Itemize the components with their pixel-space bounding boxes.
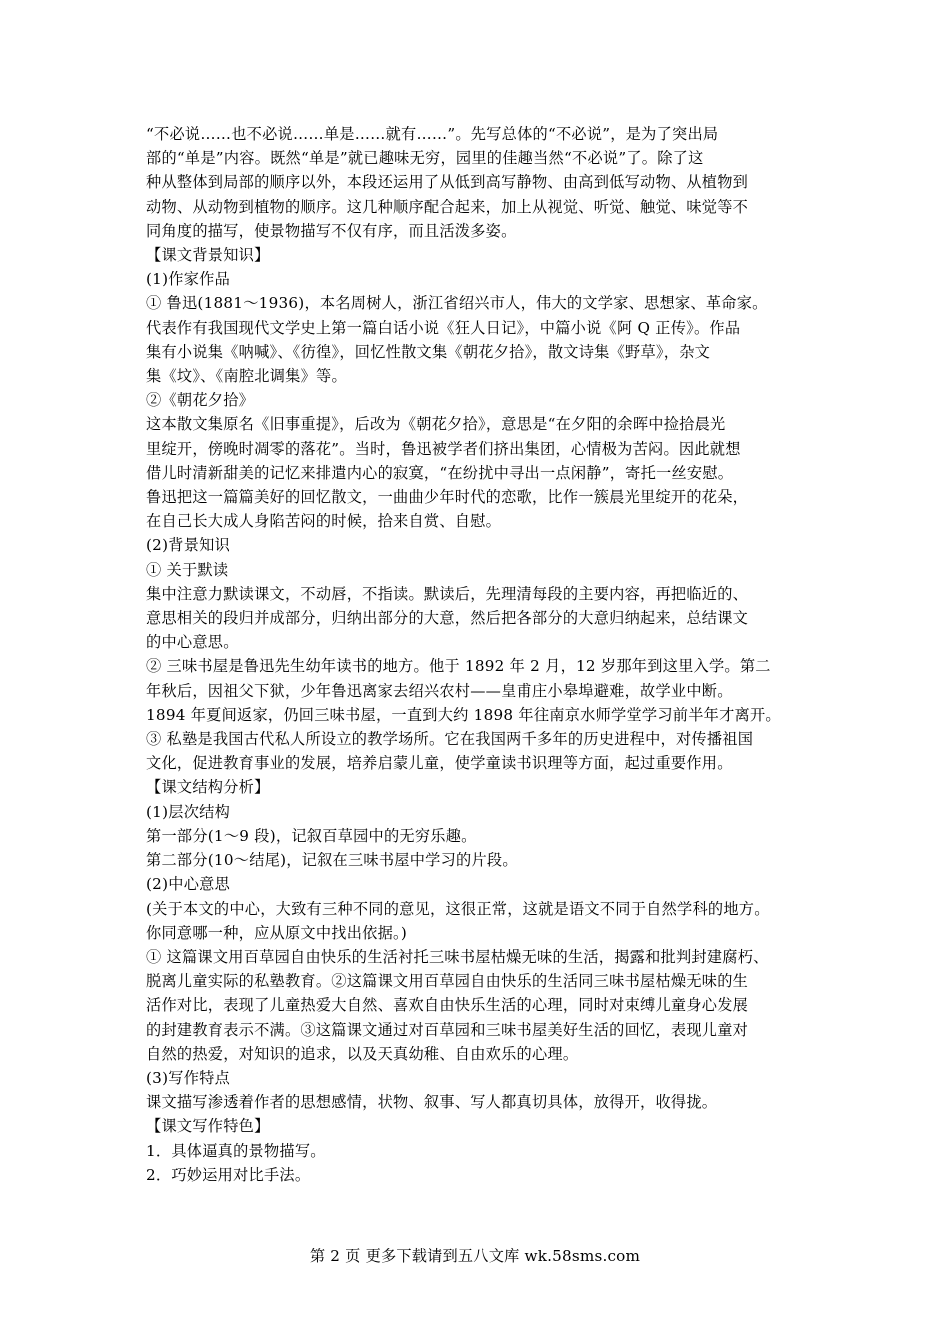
text-line: 1894 年夏间返家，仍回三味书屋，一直到大约 1898 年往南京水师学堂学习前半年才离开。 bbox=[146, 705, 781, 724]
text-line: 2．巧妙运用对比手法。 bbox=[146, 1165, 311, 1184]
text-line: 种从整体到局部的顺序以外，本段还运用了从低到高写静物、由高到低写动物、从植物到 bbox=[146, 173, 749, 192]
text-line: ③ 私塾是我国古代私人所设立的教学场所。它在我国两千多年的历史进程中，对传播祖国 bbox=[146, 730, 754, 749]
text-line: 第一部分(1～9 段)，记叙百草园中的无穷乐趣。 bbox=[146, 826, 477, 845]
text-line: ② 三味书屋是鲁迅先生幼年读书的地方。他于 1892 年 2 月，12 岁那年到这里入学。第二 bbox=[146, 657, 771, 676]
text-line: 意思相关的段归并成部分，归纳出部分的大意，然后把各部分的大意归纳起来，总结课文 bbox=[146, 609, 749, 628]
text-line: 脱离儿童实际的私塾教育。②这篇课文用百草园自由快乐的生活同三味书屋枯燥无味的生 bbox=[146, 972, 749, 991]
text-line: ②《朝花夕拾》 bbox=[146, 391, 255, 410]
text-line: (关于本文的中心，大致有三种不同的意见，这很正常，这就是语文不同于自然学科的地方。 bbox=[146, 899, 770, 918]
text-line: 【课文背景知识】 bbox=[146, 246, 270, 265]
text-line: 1．具体逼真的景物描写。 bbox=[146, 1141, 326, 1160]
text-line: 文化，促进教育事业的发展，培养启蒙儿童，使学童读书识理等方面，起过重要作用。 bbox=[146, 754, 733, 773]
text-line: 集有小说集《呐喊》、《彷徨》，回忆性散文集《朝花夕拾》，散文诗集《野草》，杂文 bbox=[146, 342, 711, 361]
text-line: 部的“单是”内容。既然“单是”就已趣味无穷，园里的佳趣当然“不必说”了。除了这 bbox=[146, 149, 704, 168]
text-line: ① 关于默读 bbox=[146, 560, 229, 579]
text-line: 年秋后，因祖父下狱，少年鲁迅离家去绍兴农村——皇甫庄小皋埠避难，故学业中断。 bbox=[146, 681, 733, 700]
text-line: 这本散文集原名《旧事重提》，后改为《朝花夕拾》，意思是“在夕阳的余晖中捡拾晨光 bbox=[146, 415, 726, 434]
text-line: (2)中心意思 bbox=[146, 875, 231, 894]
text-line: ① 鲁迅(1881～1936)，本名周树人，浙江省绍兴市人，伟大的文学家、思想家、革命家。 bbox=[146, 294, 768, 313]
text-line: 借儿时清新甜美的记忆来排遣内心的寂寞，“在纷扰中寻出一点闲静”，寄托一丝安慰。 bbox=[146, 463, 734, 482]
text-line: 鲁迅把这一篇篇美好的回忆散文，一曲曲少年时代的恋歌，比作一簇晨光里绽开的花朵， bbox=[146, 488, 749, 507]
text-line: 【课文写作特色】 bbox=[146, 1117, 270, 1136]
text-line: 自然的热爱，对知识的追求，以及天真幼稚、自由欢乐的心理。 bbox=[146, 1044, 579, 1063]
text-line: 集中注意力默读课文，不动唇，不指读。默读后，先理清每段的主要内容，再把临近的、 bbox=[146, 584, 749, 603]
text-line: ① 这篇课文用百草园自由快乐的生活衬托三味书屋枯燥无味的生活，揭露和批判封建腐朽、 bbox=[146, 947, 769, 966]
document-body bbox=[146, 122, 826, 1187]
text-line: (3)写作特点 bbox=[146, 1068, 231, 1087]
text-line: 在自己长大成人身陷苦闷的时候，拾来自赏、自慰。 bbox=[146, 512, 502, 531]
text-line: 的中心意思。 bbox=[146, 633, 239, 652]
text-line: 你同意哪一种，应从原文中找出依据。) bbox=[146, 923, 408, 942]
text-line: 代表作有我国现代文学史上第一篇白话小说《狂人日记》，中篇小说《阿 Q 正传》。作品 bbox=[146, 318, 741, 337]
text-line: “不必说……也不必说……单是……就有……”。先写总体的“不必说”，是为了突出局 bbox=[146, 125, 719, 143]
text-line: 第二部分(10～结尾)，记叙在三味书屋中学习的片段。 bbox=[146, 851, 518, 870]
text-line: 的封建教育表示不满。③这篇课文通过对百草园和三味书屋美好生活的回忆，表现儿童对 bbox=[146, 1020, 749, 1039]
text-line: (1)作家作品 bbox=[146, 270, 231, 289]
text-line: (1)层次结构 bbox=[146, 802, 231, 821]
text-line: 【课文结构分析】 bbox=[146, 778, 270, 797]
text-line: (2)背景知识 bbox=[146, 536, 231, 555]
text-line: 活作对比，表现了儿童热爱大自然、喜欢自由快乐生活的心理，同时对束缚儿童身心发展 bbox=[146, 996, 749, 1015]
text-line: 课文描写渗透着作者的思想感情，状物、叙事、写人都真切具体，放得开，收得拢。 bbox=[146, 1093, 718, 1112]
text-line: 集《坟》、《南腔北调集》等。 bbox=[146, 367, 347, 386]
text-line: 动物、从动物到植物的顺序。这几种顺序配合起来，加上从视觉、听觉、触觉、味觉等不 bbox=[146, 197, 749, 216]
text-line: 同角度的描写，使景物描写不仅有序，而且活泼多姿。 bbox=[146, 221, 517, 240]
text-line: 里绽开，傍晚时凋零的落花”。当时，鲁迅被学者们挤出集团，心情极为苦闷。因此就想 bbox=[146, 439, 741, 458]
page-footer: 第 2 页 更多下载请到五八文库 wk.58sms.com bbox=[309, 1247, 641, 1265]
